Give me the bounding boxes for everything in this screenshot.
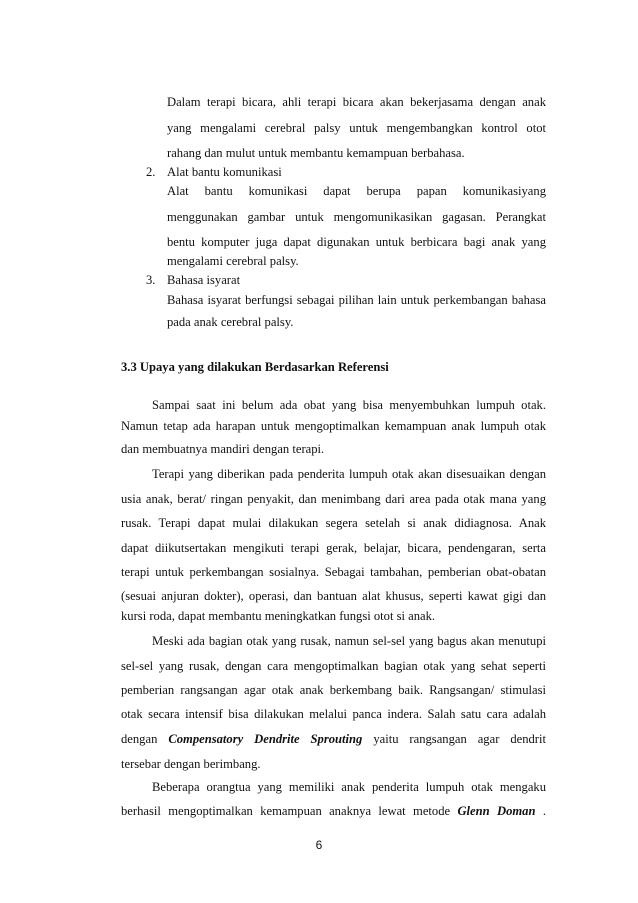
text-line: menggunakan gambar untuk mengomunikasikan gagasan. Perangkat (167, 210, 546, 224)
text-line: terapi untuk perkembangan sosialnya. Sebagai tambahan, pemberian obat-obatan (121, 565, 546, 579)
text-line: rusak. Terapi dapat mulai dilakukan segera setelah si anak didiagnosa. Anak (121, 516, 546, 530)
text-line: Dalam terapi bicara, ahli terapi bicara akan bekerjasama dengan anak (167, 95, 546, 109)
text-segment: . (542, 804, 546, 818)
page-number: 6 (315, 838, 323, 852)
text-line (121, 731, 546, 747)
text-line: mengalami cerebral palsy. (167, 254, 299, 268)
list-item-title: Alat bantu komunikasi (167, 165, 282, 179)
text-line: otak secara intensif bisa dilakukan melalui panca indera. Salah satu cara adalah (121, 707, 546, 721)
text-line: Beberapa orangtua yang memiliki anak penderita lumpuh otak mengaku (152, 780, 546, 794)
text-line: yang mengalami cerebral palsy untuk mengembangkan kontrol otot (167, 121, 546, 135)
list-item-title: Bahasa isyarat (167, 273, 241, 287)
text-line: Bahasa isyarat berfungsi sebagai pilihan lain untuk perkembangan bahasa (167, 293, 546, 307)
text-line: (sesuai anjuran dokter), operasi, dan bantuan alat khusus, seperti kawat gigi dan (121, 589, 546, 603)
emphasized-term: Glenn Doman (457, 804, 536, 818)
list-number: 3. (146, 273, 156, 287)
text-line: sel-sel yang rusak, dengan cara mengoptimalkan bagian otak yang sehat seperti (121, 659, 546, 673)
section-heading: 3.3 Upaya yang dilakukan Berdasarkan Referensi (121, 360, 389, 374)
text-line: tersebar dengan berimbang. (121, 757, 261, 771)
text-line: Sampai saat ini belum ada obat yang bisa menyembuhkan lumpuh otak. (152, 398, 546, 412)
text-line: rahang dan mulut untuk membantu kemampuan berbahasa. (167, 146, 465, 160)
text-line: Meski ada bagian otak yang rusak, namun sel-sel yang bagus akan menutupi (152, 634, 546, 648)
text-line: dan membuatnya mandiri dengan terapi. (121, 442, 325, 456)
list-number: 2. (146, 165, 156, 179)
text-line: kursi roda, dapat membantu meningkatkan fungsi otot si anak. (121, 609, 436, 623)
text-line: Namun tetap ada harapan untuk mengoptimalkan kemampuan anak lumpuh otak (121, 419, 546, 433)
text-line: Alat bantu komunikasi dapat berupa papan komunikasiyang (167, 184, 546, 198)
text-line: usia anak, berat/ ringan penyakit, dan menimbang dari area pada otak mana yang (121, 492, 546, 506)
text-line: pemberian rangsangan agar otak anak berkembang baik. Rangsangan/ stimulasi (121, 683, 546, 697)
text-line: dapat diikutsertakan mengikuti terapi gerak, belajar, bicara, pendengaran, serta (121, 541, 546, 555)
text-line: pada anak cerebral palsy. (167, 315, 294, 329)
text-line (121, 803, 546, 819)
text-line: bentu komputer juga dapat digunakan untuk berbicara bagi anak yang (167, 235, 546, 249)
text-line: Terapi yang diberikan pada penderita lumpuh otak akan disesuaikan dengan (152, 467, 546, 481)
text-segment: yaitu rangsangan agar dendrit (373, 732, 547, 746)
emphasized-term: Compensatory Dendrite Sprouting (168, 732, 363, 746)
text-segment: dengan (121, 732, 158, 746)
text-segment: berhasil mengoptimalkan kemampuan anaknya lewat metode (121, 804, 451, 818)
